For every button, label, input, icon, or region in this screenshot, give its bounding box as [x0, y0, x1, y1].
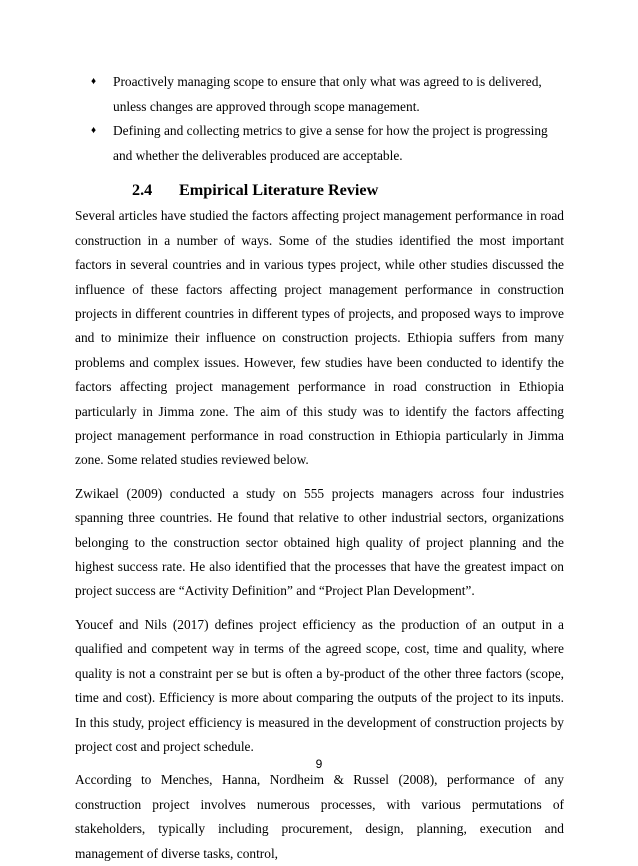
section-heading	[132, 178, 564, 202]
bullet-text: Defining and collecting metrics to give a sense for how the project is progressing and whether the deliverables produced are acceptable.	[113, 123, 548, 163]
bullet-item	[75, 70, 564, 119]
section-number: 2.4	[132, 181, 153, 200]
page-number: 9	[315, 757, 323, 771]
section-title: Empirical Literature Review	[179, 181, 379, 200]
bullet-text: Proactively managing scope to ensure that only what was agreed to is delivered, unless changes are approved through scope management.	[113, 74, 542, 114]
diamond-bullet-icon: ♦	[91, 125, 97, 137]
paragraph-youcef-nils: Youcef and Nils (2017) defines project efficiency as the production of an output in a qualified and competent way in terms of the agreed scope, cost, time and quality, where quality is not a constraint per se but is often a by-product of the other three factors (scope, time and cost). Efficiency is more about comparing the outputs of the project to its inputs. In this study, project efficiency is measured in the development of construction projects by project cost and project schedule.	[75, 616, 564, 754]
bullet-list	[75, 70, 564, 168]
paragraph-menches: According to Menches, Hanna, Nordheim & Russel (2008), performance of any construction project involves numerous processes, with various permutations of stakeholders, typically including procurement, design, planning, execution and management of diverse tasks, control,	[75, 772, 564, 861]
diamond-bullet-icon: ♦	[91, 76, 97, 87]
bullet-item	[75, 119, 564, 168]
paragraph-intro: Several articles have studied the factors affecting project management performance in road construction in a number of ways. Some of the studies identified the most important factors in several countries and in various types project, while other studies discussed the influence of these factors affecting project management performance in construction projects in different countries in different types of projects, and proposed ways to improve and to minimize their influence on construction projects. Ethiopia suffers from many problems and complex issues. However, few studies have been conducted to identify the factors affecting project management performance in road construction in Ethiopia particularly in Jimma zone. The aim of this study was to identify the factors affecting project management performance in road construction in Ethiopia particularly in Jimma zone. Some related studies reviewed below.	[75, 208, 564, 468]
paragraph-zwikael: Zwikael (2009) conducted a study on 555 projects managers across four industries spanning three countries. He found that relative to other industrial sectors, organizations belonging to the construction sector obtained high quality of project planning and the highest success rate. He also identified that the processes that have the greatest impact on project success are “Activity Definition” and “Project Plan Development”.	[75, 485, 564, 599]
